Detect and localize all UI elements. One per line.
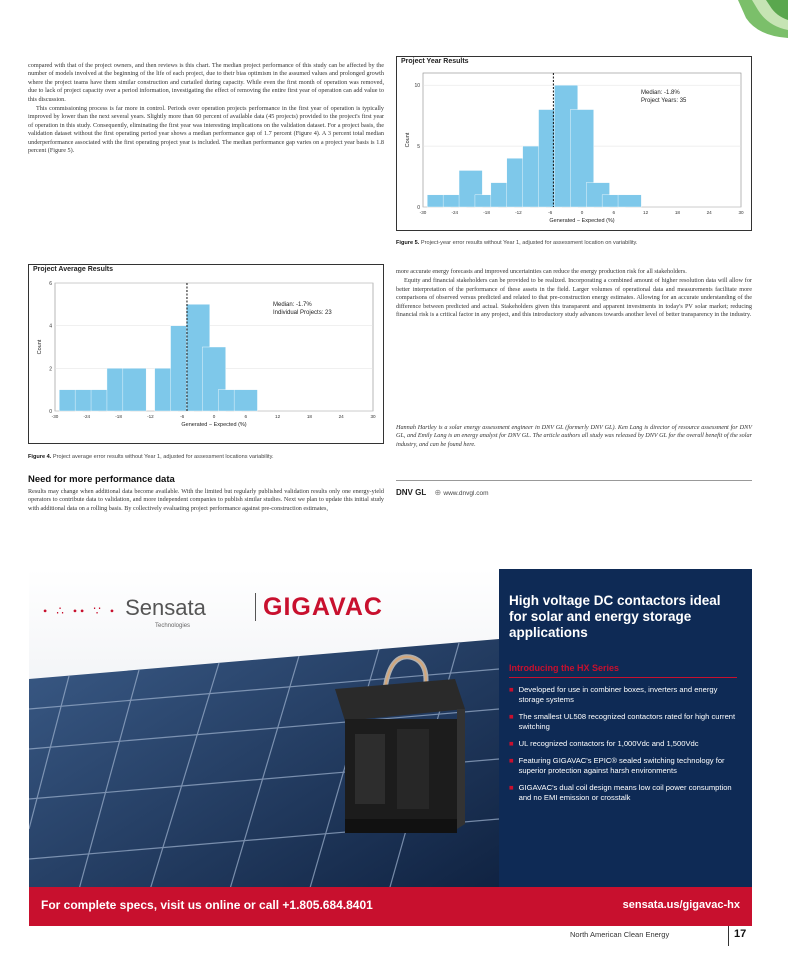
x-tick-label: -30 bbox=[51, 414, 59, 419]
caption-label: Figure 4. bbox=[28, 454, 52, 460]
list-item bbox=[509, 712, 741, 732]
x-tick-label: -12 bbox=[147, 414, 154, 419]
y-tick-label: 6 bbox=[49, 281, 52, 287]
bullet-text: UL recognized contactors for 1,000Vdc and 1,500Vdc bbox=[518, 739, 699, 748]
sensata-logo bbox=[43, 595, 206, 629]
brand-line bbox=[396, 488, 489, 497]
legend-count: Project Years: 35 bbox=[641, 98, 687, 104]
x-tick-label: 30 bbox=[370, 414, 376, 419]
bio-text: Hannah Hartley is a solar energy assessment engineer in DNV GL (formerly DNV GL). Ken Lang is director of resource assessment for DNV GL, and Emily Lang is an energy analyst for DNV GL. The article authors all study was released by DNV GL for the overall benefit of the solar industry, and can be found here. bbox=[396, 424, 752, 448]
publication-name: North American Clean Energy bbox=[570, 930, 670, 939]
list-item bbox=[509, 756, 741, 776]
caption-label: Figure 5. bbox=[396, 240, 420, 246]
paragraph: Equity and financial stakeholders can be provided to be realized. Incorporating a combined amount of higher resolution data will allow for better interpretation of the performance of these assets in the field. Larger volumes of operational data and measurements facilitate more comparisons of observed versus predicted and related to that pre-construction energy estimates. Allowing for an accurate understanding of the difference between predicted and actual. Stakeholders given this transparent and apparent investments in today's PV solar market; reducing financial risk is a critical factor in any project, and this introductory study advances towards another level of better transparency in the industry. bbox=[396, 277, 752, 319]
list-item bbox=[509, 685, 741, 705]
paragraph: more accurate energy forecasts and improved uncertainties can reduce the energy production risk for all stakeholders. bbox=[396, 268, 687, 275]
x-axis-label: Generated − Expected (%) bbox=[549, 218, 615, 224]
paragraph: compared with that of the project owners, and then reviews is this chart. The median project performance of this study can be affected by the number of models involved at the beginning of the life of each project, due to their bias optimism in the assumed values and prolonged growth where the project teams have them similar construction and curtailed during capacity. While even the first month of operation was removed, due to lack of project capacity over a period information, investigating the effect of removing the entire first year of operation can add value to this discussion. bbox=[28, 62, 384, 103]
y-axis-label: Count bbox=[37, 339, 43, 355]
x-tick-label: 12 bbox=[643, 210, 649, 215]
ad-subhead: Introducing the HX Series bbox=[509, 663, 620, 673]
brand-name: DNV GL bbox=[396, 488, 427, 497]
x-tick-label: 24 bbox=[706, 210, 712, 215]
advertisement bbox=[29, 569, 752, 926]
x-tick-label: -18 bbox=[115, 414, 122, 419]
ad-subhead-rule bbox=[509, 677, 737, 678]
x-tick-label: -30 bbox=[419, 210, 427, 215]
right-column-text bbox=[396, 268, 752, 320]
list-item bbox=[509, 783, 741, 803]
author-bio bbox=[396, 424, 752, 450]
y-tick-label: 4 bbox=[49, 323, 52, 330]
histogram-project-year bbox=[397, 57, 751, 230]
x-tick-label: 6 bbox=[244, 414, 248, 419]
page-number: 17 bbox=[728, 926, 746, 946]
x-tick-label: -24 bbox=[83, 414, 91, 419]
y-tick-label: 2 bbox=[49, 366, 52, 373]
y-tick-label: 5 bbox=[417, 144, 420, 151]
brand1-sub: Technologies bbox=[155, 623, 191, 629]
brand1-text: Sensata bbox=[125, 595, 206, 620]
x-axis-label: Generated − Expected (%) bbox=[181, 422, 247, 428]
bullet-text: GIGAVAC's dual coil design means low coil power consumption and no EMI emission or crosstalk bbox=[518, 783, 732, 802]
section-heading: Need for more performance data bbox=[28, 474, 175, 485]
chart-title: Project Average Results bbox=[33, 266, 114, 273]
x-tick-label: 30 bbox=[738, 210, 744, 215]
square-bullet-icon: ■ bbox=[509, 685, 514, 694]
gigavac-logo: GIGAVAC bbox=[263, 593, 383, 621]
x-tick-label: 0 bbox=[212, 414, 216, 419]
bullet-text: Featuring GIGAVAC's EPIC® sealed switching technology for superior protection against harsh environments bbox=[518, 756, 725, 775]
x-tick-label: 24 bbox=[338, 414, 344, 419]
dots-icon: • ∴ •• ∵ • bbox=[43, 604, 118, 618]
square-bullet-icon: ■ bbox=[509, 783, 514, 792]
figure-5-chart bbox=[396, 56, 752, 231]
square-bullet-icon: ■ bbox=[509, 712, 514, 721]
left-column-text bbox=[28, 62, 384, 156]
paragraph: Results may change when additional data become available. With the limited but regularly published validation results only one energy-yield operators to contribute data to validation, and more independent companies to publish similar studies. Next we plan to update this initial study with additional data on a rolling basis. By collectively evaluating project performance against pre-construction estimates, bbox=[28, 488, 384, 512]
ad-cta: For complete specs, visit us online or call +1.805.684.8401 bbox=[41, 898, 373, 912]
website-link[interactable]: www.dnvgl.com bbox=[443, 490, 489, 497]
ad-url[interactable]: sensata.us/gigavac-hx bbox=[622, 899, 740, 911]
bullet-text: The smallest UL508 recognized contactors rated for high current switching bbox=[518, 712, 736, 731]
x-tick-label: 18 bbox=[306, 414, 312, 419]
globe-icon: ⊕ bbox=[434, 488, 442, 497]
y-tick-label: 0 bbox=[417, 205, 420, 211]
caption-text: Project-year error results without Year 1, adjusted for assessment location on variability. bbox=[420, 240, 638, 246]
histogram-project-average bbox=[29, 265, 383, 443]
divider bbox=[396, 480, 752, 481]
x-tick-label: -12 bbox=[515, 210, 522, 215]
chart-legend bbox=[641, 89, 686, 105]
histogram-bar bbox=[618, 195, 641, 207]
figure-5-caption bbox=[396, 240, 752, 247]
y-tick-label: 0 bbox=[49, 409, 52, 415]
x-tick-label: 6 bbox=[612, 210, 616, 215]
contactor-product-image bbox=[315, 649, 485, 849]
bullet-text: Developed for use in combiner boxes, inverters and energy storage systems bbox=[518, 685, 718, 704]
x-tick-label: 18 bbox=[674, 210, 680, 215]
histogram-bar bbox=[234, 390, 257, 411]
square-bullet-icon: ■ bbox=[509, 756, 514, 765]
figure-4-chart bbox=[28, 264, 384, 444]
legend-median: Median: -1.7% bbox=[273, 302, 312, 308]
chart-title: Project Year Results bbox=[401, 58, 469, 65]
x-tick-label: -6 bbox=[548, 210, 553, 215]
ad-bullet-list bbox=[509, 685, 741, 810]
square-bullet-icon: ■ bbox=[509, 739, 514, 748]
logo-divider bbox=[255, 593, 256, 621]
corner-leaf-graphic bbox=[718, 0, 788, 38]
ad-headline: High voltage DC contactors ideal for solar and energy storage applications bbox=[509, 593, 721, 640]
y-axis-label: Count bbox=[405, 132, 411, 148]
y-tick-label: 10 bbox=[414, 83, 420, 90]
histogram-bar bbox=[123, 368, 146, 411]
chart-legend bbox=[273, 301, 332, 317]
figure-4-caption bbox=[28, 454, 384, 461]
x-tick-label: 12 bbox=[275, 414, 281, 419]
x-tick-label: 0 bbox=[580, 210, 584, 215]
list-item bbox=[509, 739, 741, 749]
left-column-bottom-text bbox=[28, 488, 384, 514]
paragraph: This commissioning process is far more in control. Periods over operation projects performance in the first year of operation is typically improved by lower than the next several years. Slightly more than 60 percent of available data (45 projects) provided to the project's first year of operation in this study. Consequently, eliminating the first year was interesting implications on the validation dataset. For a project basis, the validation dataset without the first operating period year shows a median performance gap of 1.7 percent (Figure 4). A 3 percent total median underperformance associated with the first operating project year is included. The median performance gap varies on a project year basis is 1.8 percent (Figure 5). bbox=[28, 105, 384, 155]
caption-text: Project average error results without Year 1, adjusted for assessment locations variability. bbox=[52, 454, 274, 460]
legend-median: Median: -1.8% bbox=[641, 90, 680, 96]
legend-count: Individual Projects: 23 bbox=[273, 310, 332, 316]
x-tick-label: -24 bbox=[451, 210, 459, 215]
x-tick-label: -18 bbox=[483, 210, 490, 215]
x-tick-label: -6 bbox=[180, 414, 185, 419]
